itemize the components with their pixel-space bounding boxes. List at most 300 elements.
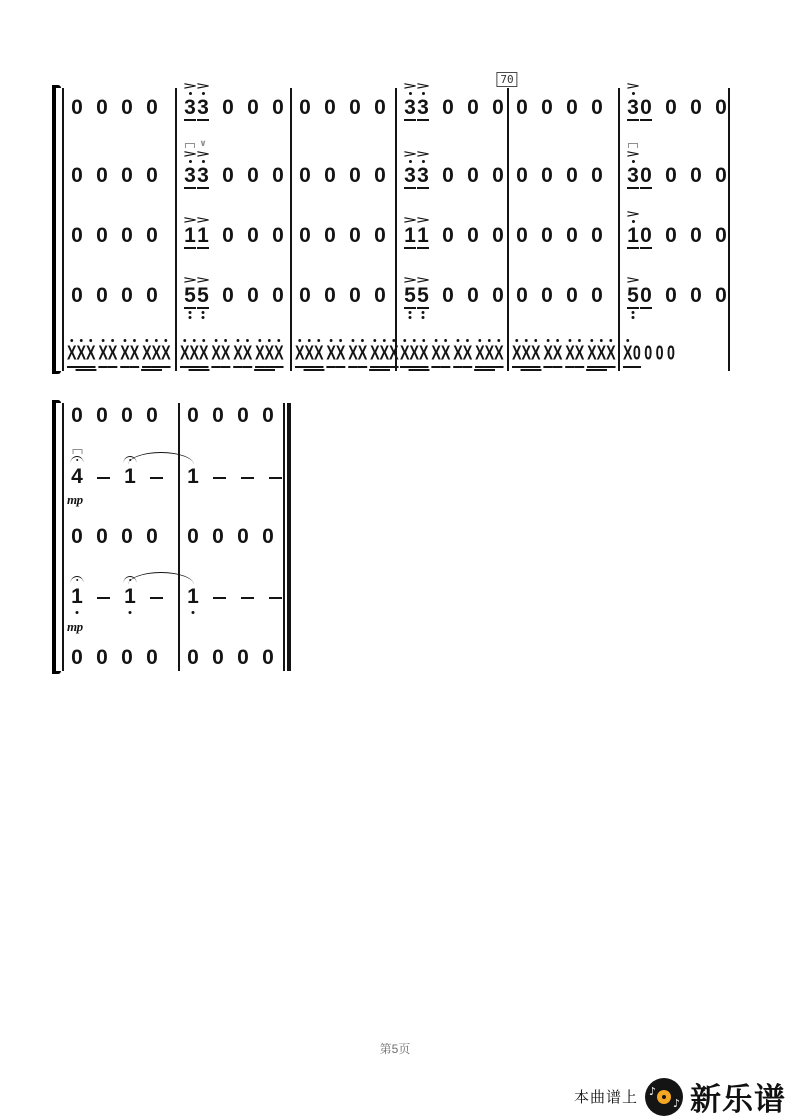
note-glyph: 0 — [272, 164, 284, 187]
final-barline-thin — [283, 403, 285, 671]
duration-dash — [240, 586, 255, 608]
note-glyph: 0 — [640, 164, 652, 187]
note-glyph: X — [274, 342, 284, 366]
note — [262, 647, 274, 669]
down-bow-mark — [628, 143, 638, 148]
note-glyph: X — [314, 342, 324, 366]
note — [690, 165, 702, 187]
measure-cell — [299, 165, 386, 187]
note — [299, 97, 311, 119]
note-glyph: 0 — [516, 164, 528, 187]
note — [146, 225, 158, 247]
perc-note — [130, 344, 140, 368]
note-glyph: 0 — [71, 284, 83, 307]
accent-mark: > — [402, 274, 418, 286]
note — [324, 225, 336, 247]
note — [121, 225, 133, 247]
note-glyph: X — [255, 342, 265, 366]
note — [442, 165, 454, 187]
marks-above — [195, 274, 211, 286]
measure-cell — [625, 208, 727, 247]
marks-above — [224, 337, 227, 343]
octave-dot — [413, 339, 416, 342]
note-glyph: X — [552, 342, 563, 366]
marks-above — [415, 274, 431, 286]
marks-above — [403, 337, 406, 343]
down-bow-mark — [72, 449, 82, 454]
note — [591, 225, 603, 247]
perc-note — [255, 344, 265, 368]
octave-dots-below — [189, 310, 192, 320]
marks-above — [182, 143, 198, 164]
note-glyph: 0 — [492, 96, 504, 119]
accent-mark: > — [195, 148, 211, 160]
measure-cell — [71, 97, 158, 119]
note — [492, 285, 504, 307]
down-bow-mark — [185, 143, 195, 148]
note-glyph: 0 — [715, 96, 727, 119]
octave-dots-below — [202, 310, 205, 320]
note — [67, 465, 83, 507]
note-glyph: 3 — [627, 164, 639, 187]
marks-above — [402, 214, 418, 226]
note-glyph: X — [440, 342, 451, 366]
note — [324, 97, 336, 119]
note — [96, 405, 108, 427]
note-glyph: 0 — [212, 404, 224, 427]
note-glyph: X — [304, 342, 315, 366]
note — [591, 165, 603, 187]
duration-dash — [149, 586, 164, 608]
note-glyph: X — [462, 342, 473, 366]
marks-above — [339, 337, 342, 343]
octave-dot — [89, 339, 92, 342]
marks-above — [444, 337, 447, 343]
measure-cell — [295, 344, 399, 366]
note — [121, 647, 133, 669]
note — [124, 586, 136, 608]
note — [566, 285, 578, 307]
note — [566, 97, 578, 119]
note — [715, 225, 727, 247]
note-glyph: 3 — [627, 96, 639, 119]
note — [96, 285, 108, 307]
note — [690, 225, 702, 247]
octave-dot — [569, 339, 572, 342]
octave-dots-below — [632, 310, 635, 320]
note-glyph: 0 — [467, 284, 479, 307]
note-glyph: 3 — [184, 164, 196, 187]
note — [195, 274, 211, 309]
marks-above — [457, 337, 460, 343]
marks-above — [215, 337, 218, 343]
note-glyph: 0 — [541, 164, 553, 187]
octave-dot — [422, 316, 425, 319]
note-glyph: 0 — [349, 96, 361, 119]
octave-dot — [525, 339, 528, 342]
measure-cell — [187, 586, 283, 608]
note-glyph: X — [295, 342, 305, 366]
accent-mark: > — [402, 80, 418, 92]
octave-dot — [224, 339, 227, 342]
note — [67, 585, 83, 634]
accent-mark: > — [182, 148, 198, 160]
octave-dot — [189, 311, 192, 314]
marks-above — [610, 337, 613, 343]
note — [541, 225, 553, 247]
note — [655, 344, 664, 366]
note-glyph: X — [67, 342, 77, 366]
note-glyph: 0 — [299, 224, 311, 247]
perc-note — [410, 344, 420, 368]
perc-note — [543, 344, 553, 368]
measure-cell — [299, 225, 386, 247]
note — [299, 225, 311, 247]
note — [212, 526, 224, 548]
note — [625, 274, 641, 309]
note-glyph: 0 — [492, 284, 504, 307]
note-glyph: 0 — [467, 224, 479, 247]
note — [566, 165, 578, 187]
marks-above — [124, 456, 137, 465]
note-glyph: X — [596, 342, 607, 366]
note — [195, 80, 211, 121]
note-glyph: 3 — [404, 96, 416, 119]
note — [182, 274, 198, 309]
note-glyph: 0 — [467, 96, 479, 119]
note-glyph: 0 — [665, 164, 677, 187]
barline — [290, 88, 292, 371]
marks-above — [102, 337, 105, 343]
note — [633, 344, 642, 368]
note — [247, 225, 259, 247]
marks-above — [373, 337, 376, 343]
note-glyph: X — [76, 342, 87, 366]
note — [121, 405, 133, 427]
measure-cell — [299, 97, 386, 119]
note — [182, 80, 198, 121]
note — [349, 225, 361, 247]
note-glyph: 0 — [640, 96, 652, 119]
note — [374, 165, 386, 187]
fermata-dot — [129, 459, 132, 462]
measure-cell — [299, 285, 386, 307]
marks-above — [193, 337, 196, 343]
perc-note — [86, 344, 96, 368]
perc-note — [419, 344, 429, 368]
marks-above — [80, 337, 83, 343]
octave-dot — [189, 316, 192, 319]
note-glyph: X — [98, 342, 108, 366]
note — [374, 225, 386, 247]
marks-above — [165, 337, 168, 343]
note-glyph: 0 — [640, 224, 652, 247]
note-glyph: 0 — [715, 224, 727, 247]
marks-above — [626, 337, 629, 343]
note-glyph: X — [494, 342, 504, 366]
note — [467, 225, 479, 247]
tie-slur — [128, 572, 194, 585]
note-glyph: 0 — [237, 646, 249, 669]
note — [195, 139, 211, 189]
perc-note — [326, 344, 336, 368]
note — [516, 285, 528, 307]
note-glyph: 0 — [71, 224, 83, 247]
perc-note — [623, 344, 633, 368]
perc-note — [98, 344, 108, 368]
octave-dot — [202, 316, 205, 319]
octave-dot — [578, 339, 581, 342]
note-glyph: X — [335, 342, 346, 366]
measure-cell — [71, 285, 158, 307]
octave-dot — [155, 339, 158, 342]
note-glyph: 0 — [591, 96, 603, 119]
note-glyph: 0 — [591, 164, 603, 187]
accent-mark: > — [625, 80, 641, 92]
note — [415, 148, 431, 189]
octave-dots-below — [76, 610, 79, 615]
fermata-mark — [71, 456, 84, 463]
note-glyph: X — [543, 342, 553, 366]
marks-above — [111, 337, 114, 343]
note-glyph: 0 — [222, 284, 234, 307]
note-glyph: 0 — [467, 164, 479, 187]
accent-mark: > — [182, 274, 198, 286]
note — [146, 405, 158, 427]
note — [299, 285, 311, 307]
note-glyph: X — [233, 342, 243, 366]
perc-note — [494, 344, 504, 368]
note — [121, 526, 133, 548]
marks-above — [625, 80, 641, 96]
note — [212, 647, 224, 669]
note-glyph: 3 — [417, 96, 429, 119]
note-glyph: 0 — [121, 404, 133, 427]
note-glyph: 0 — [665, 224, 677, 247]
note — [415, 274, 431, 309]
octave-dot — [383, 339, 386, 342]
note-glyph: X — [531, 342, 541, 366]
perc-note — [400, 344, 410, 368]
perc-note — [152, 344, 162, 368]
perc-note — [463, 344, 473, 368]
note-glyph: 0 — [96, 525, 108, 548]
note-glyph: 0 — [121, 96, 133, 119]
note-glyph: 0 — [566, 96, 578, 119]
note — [665, 97, 677, 119]
perc-note — [120, 344, 130, 368]
note — [146, 285, 158, 307]
music-note-icon: ♪ — [649, 1084, 657, 1098]
note — [237, 647, 249, 669]
note-glyph: 0 — [541, 96, 553, 119]
note-glyph: 0 — [374, 96, 386, 119]
note — [247, 165, 259, 187]
marks-above — [71, 449, 84, 465]
note-glyph: X — [107, 342, 118, 366]
accent-mark: > — [195, 80, 211, 92]
note — [467, 165, 479, 187]
perc-note — [431, 344, 441, 368]
note-glyph: X — [211, 342, 221, 366]
accent-mark: > — [625, 208, 641, 220]
perc-note — [348, 344, 358, 368]
note-glyph: 5 — [417, 284, 429, 307]
perc-note — [77, 344, 87, 368]
note-glyph: 0 — [212, 646, 224, 669]
barline — [178, 403, 180, 671]
note — [324, 165, 336, 187]
note — [644, 344, 653, 366]
accent-mark: > — [195, 274, 211, 286]
perc-note — [265, 344, 275, 368]
record-hole — [662, 1095, 666, 1099]
measure-cell — [182, 80, 284, 119]
note-glyph: 0 — [262, 525, 274, 548]
octave-dot — [610, 339, 613, 342]
octave-dots-below — [192, 610, 195, 615]
marks-above — [195, 214, 211, 226]
octave-dot — [165, 339, 168, 342]
perc-note — [587, 344, 597, 368]
note — [71, 165, 83, 187]
marks-above — [413, 337, 416, 343]
marks-above — [237, 337, 240, 343]
note — [121, 97, 133, 119]
perc-note — [453, 344, 463, 368]
octave-dot — [457, 339, 460, 342]
note-glyph: 1 — [71, 585, 83, 608]
note-glyph: X — [565, 342, 575, 366]
octave-dot — [215, 339, 218, 342]
marks-above — [478, 337, 481, 343]
marks-above — [183, 337, 186, 343]
octave-dot — [422, 339, 425, 342]
duration-dash — [268, 586, 283, 608]
note — [402, 148, 418, 189]
note-glyph: X — [484, 342, 495, 366]
note — [124, 466, 136, 488]
note — [146, 165, 158, 187]
octave-dot — [498, 339, 501, 342]
note-glyph: X — [326, 342, 336, 366]
note — [146, 97, 158, 119]
note-glyph: X — [120, 342, 130, 366]
perc-note — [67, 344, 77, 368]
measure-number-box: 70 — [496, 72, 517, 87]
perc-note — [553, 344, 563, 368]
note — [715, 285, 727, 307]
note-glyph: 0 — [262, 404, 274, 427]
note-glyph: 0 — [71, 164, 83, 187]
fermata-dot — [76, 459, 79, 462]
brand-logo-text: 新乐谱 — [690, 1082, 786, 1117]
note-glyph: 1 — [187, 465, 199, 488]
note — [640, 97, 652, 121]
note — [402, 214, 418, 249]
note-glyph: 0 — [121, 284, 133, 307]
measure-cell — [71, 165, 158, 187]
note — [665, 285, 677, 307]
perc-note — [531, 344, 541, 368]
accent-mark: > — [625, 274, 641, 286]
marks-above — [268, 337, 271, 343]
system-bracket — [52, 88, 56, 371]
perc-note — [336, 344, 346, 368]
note-glyph: 0 — [187, 646, 199, 669]
note — [146, 526, 158, 548]
note — [349, 97, 361, 119]
perc-note — [274, 344, 284, 368]
marks-above — [133, 337, 136, 343]
note — [415, 214, 431, 249]
octave-dot — [632, 160, 635, 163]
octave-dot — [515, 339, 518, 342]
perc-note — [233, 344, 243, 368]
note-glyph: 3 — [404, 164, 416, 187]
perc-note — [221, 344, 231, 368]
octave-dot — [202, 92, 205, 95]
note — [625, 80, 641, 121]
note — [222, 225, 234, 247]
note — [640, 285, 652, 309]
perc-note — [370, 344, 380, 368]
octave-dots-below — [129, 610, 132, 615]
marks-above — [383, 337, 386, 343]
accent-mark: > — [182, 214, 198, 226]
measure-cell — [516, 165, 603, 187]
page-footer — [0, 1040, 790, 1058]
note — [71, 405, 83, 427]
note-glyph: 3 — [197, 96, 209, 119]
note — [516, 165, 528, 187]
marks-above — [402, 148, 418, 164]
octave-dot — [202, 311, 205, 314]
marks-above — [182, 214, 198, 226]
octave-dot — [246, 339, 249, 342]
note-glyph: 0 — [349, 284, 361, 307]
octave-dot — [76, 611, 79, 614]
note-glyph: 4 — [71, 465, 83, 488]
accent-mark: > — [415, 148, 431, 160]
measure-cell — [187, 466, 283, 488]
measure-cell — [512, 344, 616, 366]
note-glyph: 0 — [272, 96, 284, 119]
note — [212, 405, 224, 427]
measure-cell — [71, 225, 158, 247]
note-glyph: 0 — [247, 164, 259, 187]
note-glyph: 0 — [299, 284, 311, 307]
note — [566, 225, 578, 247]
note-glyph: 0 — [644, 342, 653, 366]
note-glyph: 0 — [299, 164, 311, 187]
note — [71, 285, 83, 307]
accent-mark: > — [415, 274, 431, 286]
marks-above — [70, 337, 73, 343]
note-glyph: 0 — [690, 284, 702, 307]
note — [715, 165, 727, 187]
octave-dot — [189, 92, 192, 95]
perc-note — [389, 344, 399, 368]
note-glyph: X — [220, 342, 231, 366]
note — [272, 285, 284, 307]
octave-dot — [422, 311, 425, 314]
measure-cell — [187, 647, 274, 669]
perc-note — [575, 344, 585, 368]
marks-above — [124, 576, 137, 585]
measure-cell — [67, 344, 171, 366]
measure-cell — [402, 214, 504, 247]
